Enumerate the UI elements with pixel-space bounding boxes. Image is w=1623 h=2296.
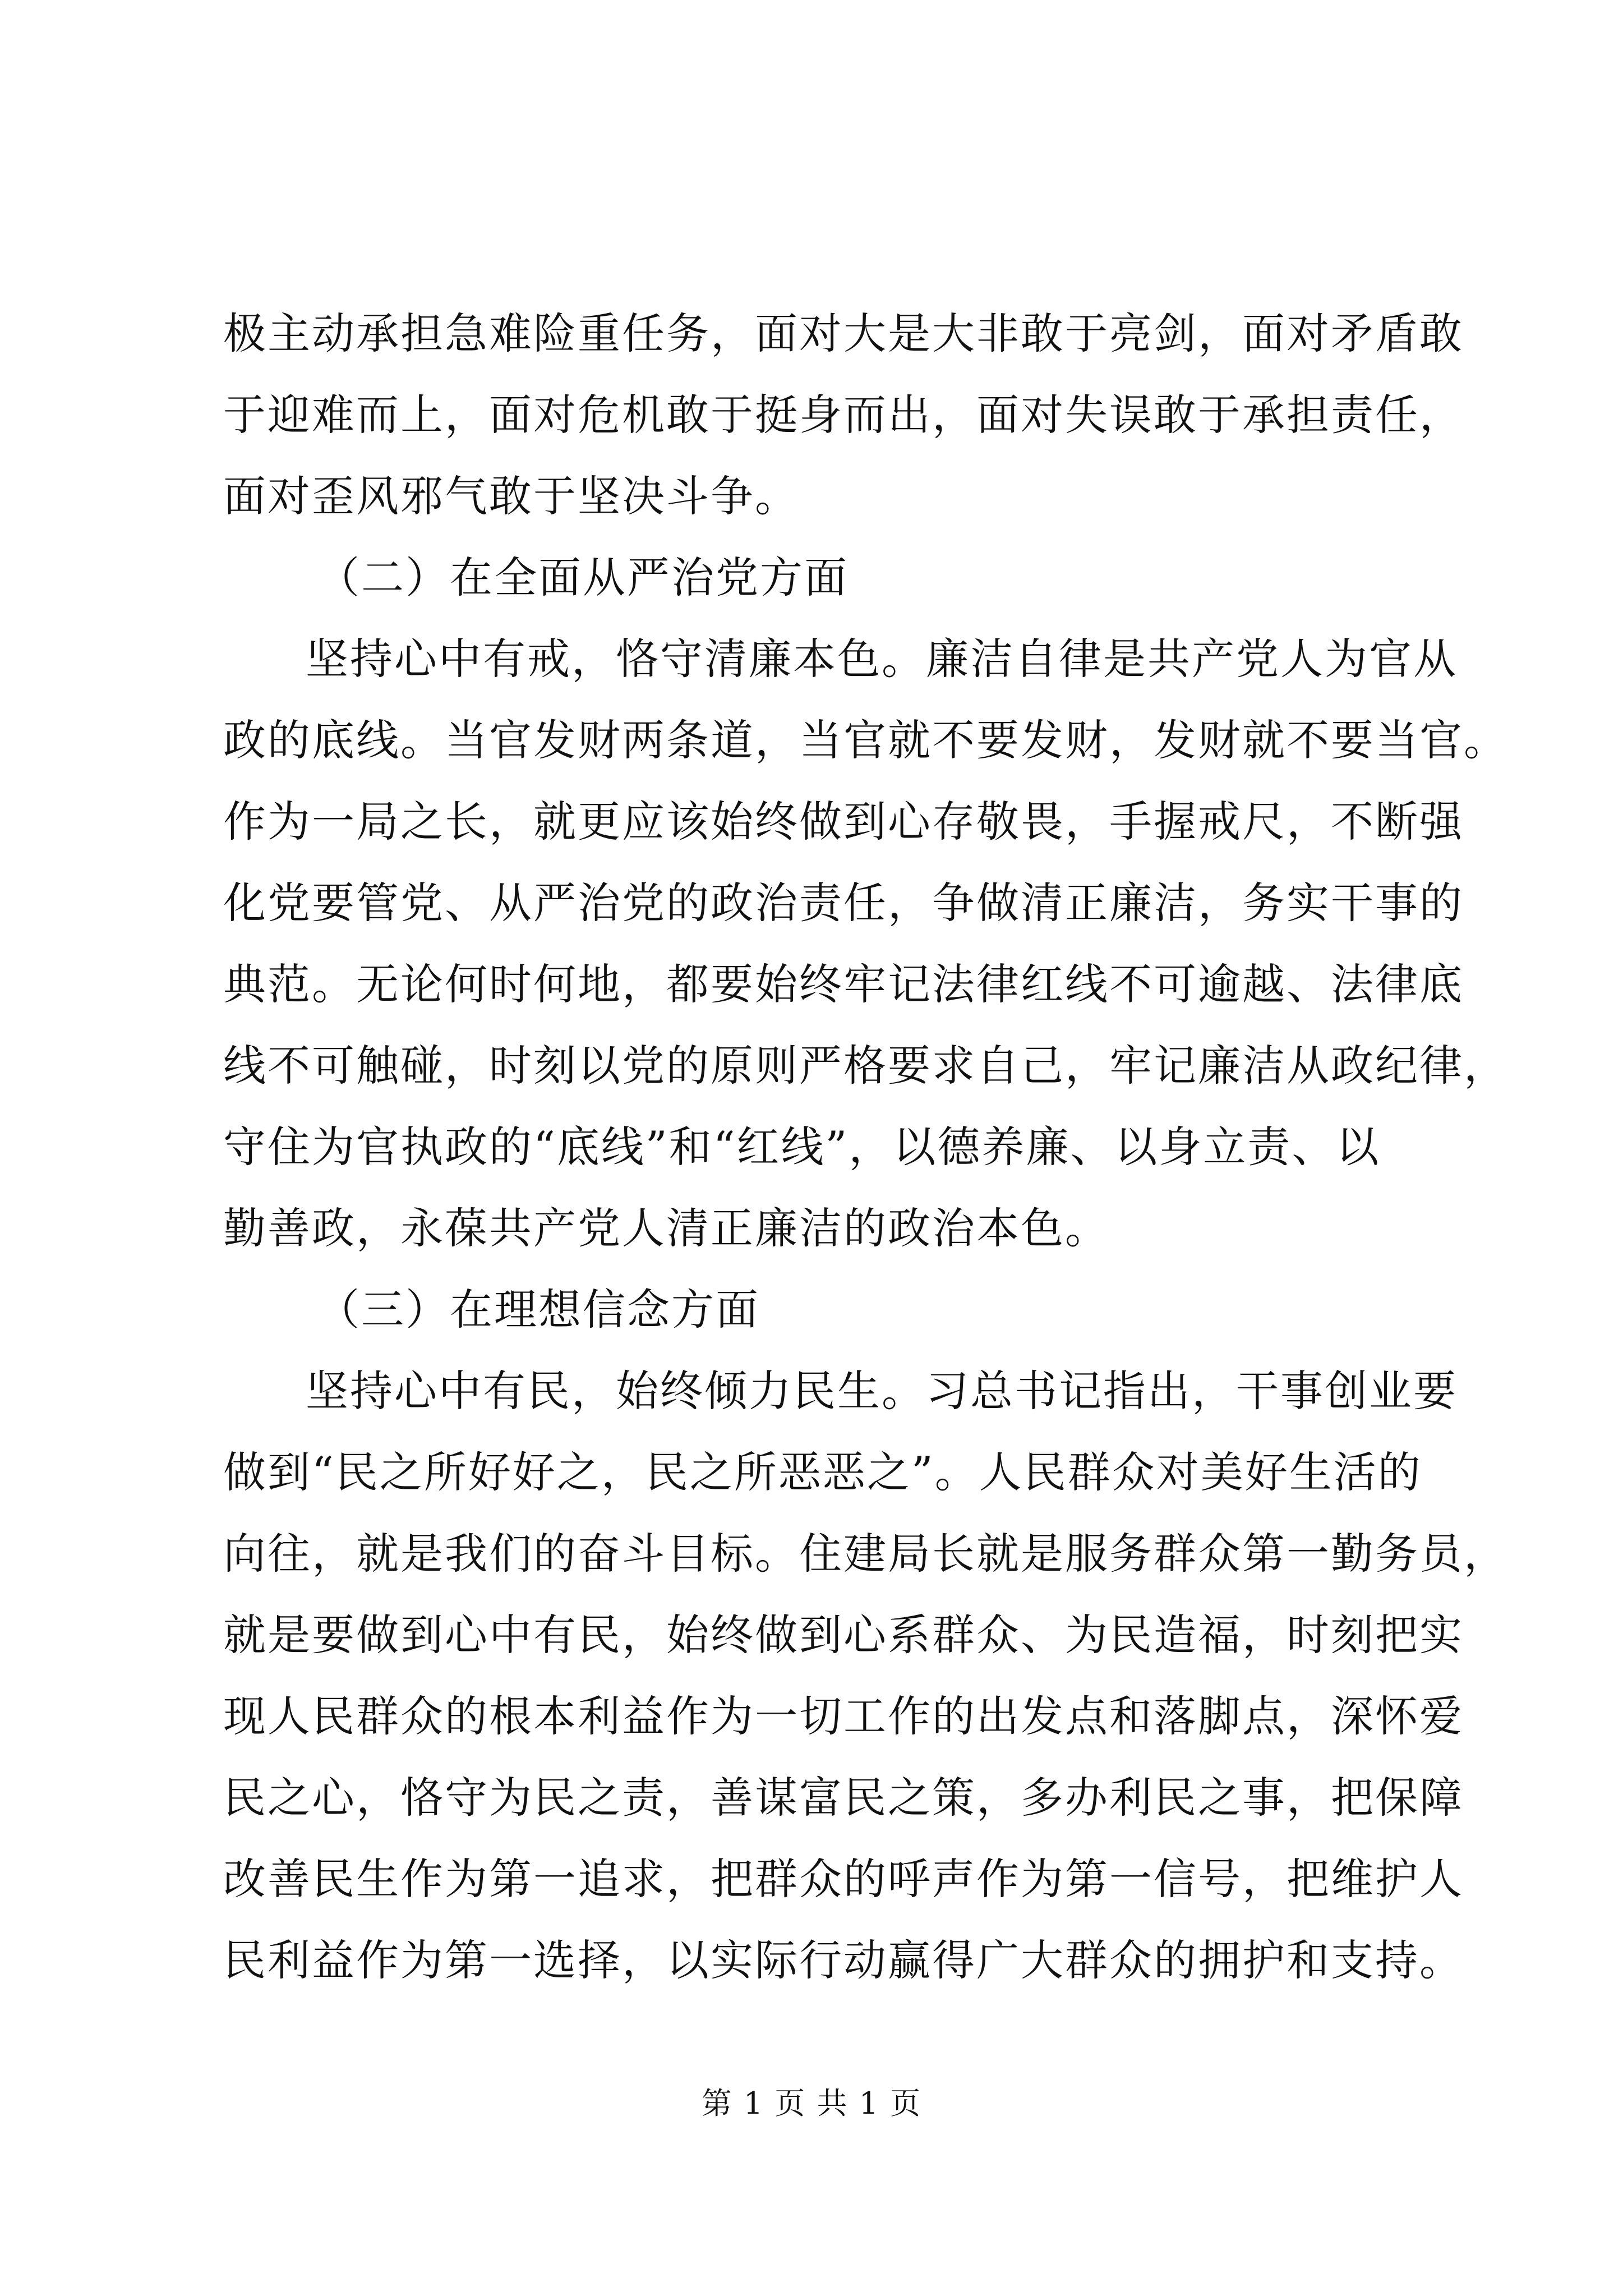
body-line-1: 极主动承担急难险重任务，面对大是大非敢于亮剑，面对矛盾敢 [223,309,1464,358]
body-line-3: 面对歪风邪气敢于坚决斗争。 [223,471,799,521]
body-line-10: 线不可触碰，时刻以党的原则严格要求自己，牢记廉洁从政纪律， [223,1041,1508,1091]
body-line-16: 向往，就是我们的奋斗目标。住建局长就是服务群众第一勤务员， [223,1529,1508,1579]
body-line-9: 典范。无论何时何地，都要始终牢记法律红线不可逾越、法律底 [223,959,1464,1009]
body-line-6: 政的底线。当官发财两条道，当官就不要发财，发财就不要当官。 [223,715,1508,765]
body-line-15: 做到“民之所好好之，民之所恶恶之”。人民群众对美好生活的 [223,1447,1422,1497]
body-line-5: 坚持心中有戒，恪守清廉本色。廉洁自律是共产党人为官从 [306,634,1458,684]
section-heading-2: （二）在全面从严治党方面 [317,553,849,602]
body-line-12: 勤善政，永葆共产党人清正廉洁的政治本色。 [223,1203,1109,1253]
body-line-11: 守住为官执政的“底线”和“红线”，以德养廉、以身立责、以 [223,1122,1381,1172]
body-line-20: 改善民生作为第一追求，把群众的呼声作为第一信号，把维护人 [223,1854,1464,1904]
body-line-18: 现人民群众的根本利益作为一切工作的出发点和落脚点，深怀爱 [223,1691,1464,1741]
page-number-footer: 第 1 页 共 1 页 [701,2086,922,2121]
body-line-8: 化党要管党、从严治党的政治责任，争做清正廉洁，务实干事的 [223,878,1464,928]
body-line-2: 于迎难而上，面对危机敢于挺身而出，面对失误敢于承担责任， [223,390,1464,440]
body-line-21: 民利益作为第一选择，以实际行动赢得广大群众的拥护和支持。 [223,1935,1464,1985]
body-line-17: 就是要做到心中有民，始终做到心系群众、为民造福，时刻把实 [223,1610,1464,1660]
body-line-14: 坚持心中有民，始终倾力民生。习总书记指出，干事创业要 [306,1366,1458,1416]
body-line-7: 作为一局之长，就更应该始终做到心存敬畏，手握戒尺，不断强 [223,797,1464,846]
section-heading-3: （三）在理想信念方面 [317,1285,760,1335]
body-line-19: 民之心，恪守为民之责，善谋富民之策，多办利民之事，把保障 [223,1773,1464,1823]
